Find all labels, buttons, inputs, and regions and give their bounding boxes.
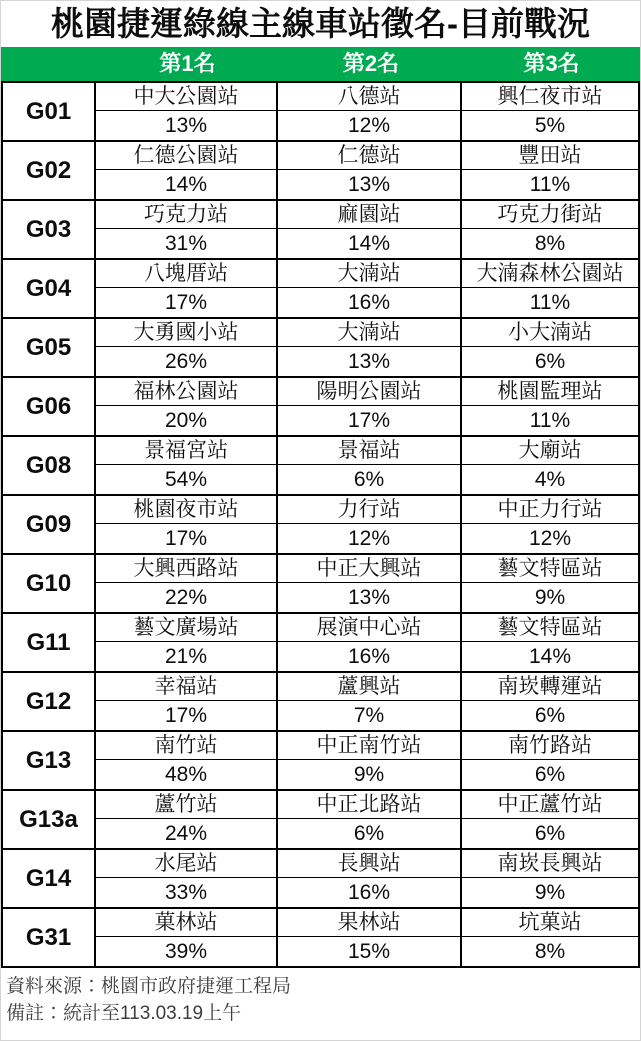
rank3-percentage: 11% — [529, 409, 571, 432]
rank2-percentage: 13% — [278, 583, 462, 612]
results-table — [1, 81, 640, 968]
rank3-station-name: 豐田站 — [462, 142, 638, 170]
rank3-percentage: 8% — [534, 232, 566, 255]
rank2-station-name: 陽明公園站 — [278, 378, 462, 406]
station-code: G12 — [3, 673, 96, 730]
data-source-note: 資料來源：桃園市政府捷運工程局 — [6, 976, 292, 997]
rank2-station-name: 中正大興站 — [278, 555, 462, 583]
rank3-station-name: 巧克力街站 — [462, 201, 638, 229]
rank2-percentage: 14% — [278, 229, 462, 258]
rank1-percentage: 17% — [96, 288, 278, 317]
rank3-station-name: 中正蘆竹站 — [462, 791, 638, 819]
rank2-station-name: 力行站 — [278, 496, 462, 524]
rank1-percentage: 33% — [96, 878, 278, 907]
rank2-percentage: 13% — [278, 170, 462, 199]
rank3-station-name: 藝文特區站 — [462, 555, 638, 583]
rank1-station-name: 水尾站 — [96, 850, 278, 878]
rank3-station-name: 南竹路站 — [462, 732, 638, 760]
rank1-percentage: 13% — [96, 111, 278, 140]
station-code: G14 — [3, 850, 96, 907]
rank3-percentage: 6% — [534, 350, 566, 373]
rank1-percentage: 14% — [96, 170, 278, 199]
station-code: G08 — [3, 437, 96, 494]
rank2-percentage: 15% — [278, 937, 462, 966]
station-code: G06 — [3, 378, 96, 435]
rank1-station-name: 南竹站 — [96, 732, 278, 760]
station-row — [3, 319, 638, 378]
rank2-station-name: 展演中心站 — [278, 614, 462, 642]
station-row — [3, 555, 638, 614]
rank2-percentage: 16% — [278, 642, 462, 671]
rank2-percentage: 16% — [278, 288, 462, 317]
station-row — [3, 791, 638, 850]
rank1-header: 第1名 — [159, 51, 216, 76]
rank3-station-name: 大廟站 — [462, 437, 638, 465]
station-row — [3, 378, 638, 437]
rank1-station-name: 菓林站 — [96, 909, 278, 937]
rank1-percentage: 48% — [96, 760, 278, 789]
station-row — [3, 673, 638, 732]
rank2-station-name: 八德站 — [278, 83, 462, 111]
rank2-station-name: 大湳站 — [278, 319, 462, 347]
rank3-percentage: 6% — [534, 822, 566, 845]
rank3-station-name: 大湳森林公園站 — [462, 260, 638, 288]
rank2-header: 第2名 — [342, 51, 400, 76]
rank2-percentage: 12% — [278, 111, 462, 140]
rank1-station-name: 仁德公園站 — [96, 142, 278, 170]
rank3-percentage: 6% — [534, 704, 566, 727]
rank3-station-name: 南崁轉運站 — [462, 673, 638, 701]
rank1-percentage: 31% — [96, 229, 278, 258]
rank2-percentage: 16% — [278, 878, 462, 907]
rank2-percentage: 17% — [278, 406, 462, 435]
rank1-station-name: 中大公園站 — [96, 83, 278, 111]
rank1-station-name: 福林公園站 — [96, 378, 278, 406]
rank1-station-name: 桃園夜市站 — [96, 496, 278, 524]
rank1-station-name: 八塊厝站 — [96, 260, 278, 288]
station-code: G13a — [3, 791, 96, 848]
station-code: G09 — [3, 496, 96, 553]
station-code: G03 — [3, 201, 96, 258]
station-row — [3, 260, 638, 319]
rank2-percentage: 12% — [278, 524, 462, 553]
station-code: G31 — [3, 909, 96, 966]
rank2-station-name: 蘆興站 — [278, 673, 462, 701]
page-title: 桃園捷運綠線主線車站徵名-目前戰況 — [51, 5, 590, 42]
rank2-station-name: 大湳站 — [278, 260, 462, 288]
rank1-percentage: 24% — [96, 819, 278, 848]
rank3-percentage: 9% — [534, 881, 566, 904]
rank2-percentage: 6% — [278, 465, 462, 494]
rank3-station-name: 坑菓站 — [462, 909, 638, 937]
rank1-station-name: 大興西路站 — [96, 555, 278, 583]
station-row — [3, 850, 638, 909]
rank1-percentage: 21% — [96, 642, 278, 671]
rank2-percentage: 13% — [278, 347, 462, 376]
rank-header-spacer — [1, 47, 96, 81]
station-code: G04 — [3, 260, 96, 317]
rank3-percentage: 9% — [534, 586, 566, 609]
rank2-percentage: 7% — [278, 701, 462, 730]
rank3-percentage: 8% — [534, 940, 566, 963]
rank1-station-name: 景福宮站 — [96, 437, 278, 465]
rank1-percentage: 39% — [96, 937, 278, 966]
rank1-percentage: 17% — [96, 701, 278, 730]
station-row — [3, 201, 638, 260]
rank3-station-name: 藝文特區站 — [462, 614, 638, 642]
rank1-station-name: 巧克力站 — [96, 201, 278, 229]
rank-header-row — [1, 47, 640, 81]
rank3-station-name: 桃園監理站 — [462, 378, 638, 406]
rank3-percentage: 5% — [534, 114, 566, 137]
rank2-station-name: 仁德站 — [278, 142, 462, 170]
rank2-station-name: 麻園站 — [278, 201, 462, 229]
station-row — [3, 83, 638, 142]
rank2-station-name: 中正北路站 — [278, 791, 462, 819]
rank1-station-name: 幸福站 — [96, 673, 278, 701]
rank3-station-name: 南崁長興站 — [462, 850, 638, 878]
station-code: G13 — [3, 732, 96, 789]
rank1-percentage: 54% — [96, 465, 278, 494]
rank2-station-name: 長興站 — [278, 850, 462, 878]
rank2-station-name: 中正南竹站 — [278, 732, 462, 760]
station-row — [3, 142, 638, 201]
rank3-percentage: 11% — [529, 173, 571, 196]
station-row — [3, 496, 638, 555]
rank1-station-name: 藝文廣場站 — [96, 614, 278, 642]
station-code: G02 — [3, 142, 96, 199]
rank3-percentage: 4% — [534, 468, 566, 491]
station-row — [3, 909, 638, 966]
rank3-station-name: 中正力行站 — [462, 496, 638, 524]
station-row — [3, 437, 638, 496]
rank3-percentage: 14% — [528, 645, 572, 668]
rank3-percentage: 12% — [528, 527, 572, 550]
station-code: G05 — [3, 319, 96, 376]
rank1-percentage: 26% — [96, 347, 278, 376]
rank1-station-name: 蘆竹站 — [96, 791, 278, 819]
footer — [1, 968, 640, 1027]
rank1-percentage: 17% — [96, 524, 278, 553]
station-code: G01 — [3, 83, 96, 140]
rank1-percentage: 22% — [96, 583, 278, 612]
statistics-cutoff-note: 備註：統計至113.03.19上午 — [6, 1003, 242, 1024]
rank3-station-name: 小大湳站 — [462, 319, 638, 347]
station-row — [3, 732, 638, 791]
station-code: G10 — [3, 555, 96, 612]
rank2-station-name: 景福站 — [278, 437, 462, 465]
rank2-percentage: 6% — [278, 819, 462, 848]
station-row — [3, 614, 638, 673]
rank3-percentage: 6% — [534, 763, 566, 786]
rank2-percentage: 9% — [278, 760, 462, 789]
rank1-percentage: 20% — [96, 406, 278, 435]
station-code: G11 — [3, 614, 96, 671]
rank3-station-name: 興仁夜市站 — [462, 83, 638, 111]
rank2-station-name: 果林站 — [278, 909, 462, 937]
rank1-station-name: 大勇國小站 — [96, 319, 278, 347]
rank3-header: 第3名 — [523, 51, 580, 76]
rank3-percentage: 11% — [529, 291, 571, 314]
